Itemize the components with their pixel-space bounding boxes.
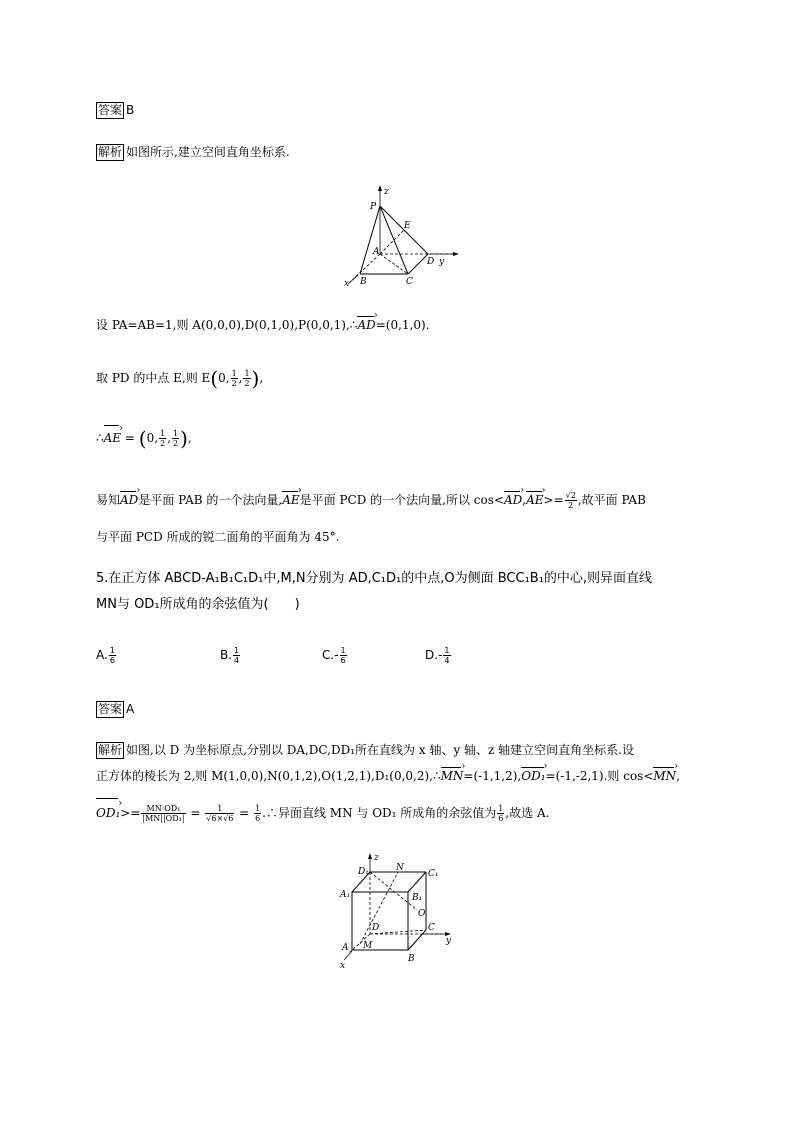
analysis-1-line5: [96, 528, 339, 546]
label-D: D: [372, 923, 380, 933]
analysis-1-intro: [96, 143, 290, 161]
fraction-half: [243, 369, 250, 388]
fraction-one-sixth: [254, 804, 261, 823]
punctuation: ,: [259, 371, 264, 385]
label-y: y: [446, 936, 452, 946]
fraction-numerator: 1: [234, 646, 240, 655]
fraction-denominator: 6: [255, 814, 261, 823]
fraction-numerator: 1: [498, 804, 504, 813]
option-D[interactable]: [425, 646, 452, 665]
label-O: O: [418, 909, 426, 919]
label-A: A: [342, 943, 349, 953]
analysis-text: 取 PD 的中点 E,则 E: [96, 371, 211, 385]
analysis-text: =(-1,-2,1).则 cos<: [545, 769, 654, 783]
label-y: y: [439, 257, 445, 267]
analysis-text: .∴异面直线 MN 与 OD₁ 所成角的余弦值为: [262, 806, 497, 820]
vector-AD: AD ›: [357, 316, 375, 334]
fraction-numerator: MN·OD₁: [141, 804, 185, 814]
analysis-1-line3: ∴AE › = (0, $\frac{1}{2}$ , $\frac{1}{2}$ ),: [96, 425, 192, 451]
fraction-denominator: 4: [234, 656, 240, 665]
analysis-text: >=: [120, 806, 141, 820]
analysis-2-line2: [96, 767, 680, 785]
fraction-denominator: 6: [498, 814, 504, 823]
label-x: x: [340, 961, 346, 971]
therefore-symbol: ∴: [96, 431, 104, 445]
option-fraction: [443, 646, 450, 665]
label-M: M: [363, 941, 373, 951]
fraction-half: [159, 429, 166, 448]
analysis-intro-text: 如图所示,建立空间直角坐标系.: [126, 145, 290, 159]
answer-value: A: [126, 702, 135, 716]
label-z: z: [384, 187, 389, 197]
vector-AE: AE ›: [526, 491, 543, 509]
option-sign: -: [334, 648, 339, 662]
vector-AD: AD ›: [504, 491, 522, 509]
option-letter: B.: [220, 648, 233, 662]
fraction-denominator: 4: [444, 656, 450, 665]
fraction-numerator: 1: [172, 429, 179, 438]
fraction-numerator: 1: [205, 804, 234, 814]
label-P: P: [370, 202, 377, 212]
fraction-numerator: 1: [231, 369, 237, 378]
analysis-2-line1: [96, 741, 634, 759]
analysis-text: 设 PA=AB=1,则 A(0,0,0),D(0,1,0),P(0,0,1),∴: [96, 318, 358, 332]
fraction-denominator: 2: [231, 379, 237, 388]
fraction-one-sixth: [497, 804, 504, 823]
label-B: B: [360, 277, 367, 287]
fraction-numerator: 1: [255, 804, 261, 813]
analysis-text: =(0,1,0).: [375, 318, 430, 332]
analysis-text: ,: [676, 769, 681, 783]
fraction-numerator: 1: [340, 646, 346, 655]
label-A1: A₁: [340, 890, 351, 900]
label-z: z: [374, 853, 379, 863]
vector-OD1: OD₁ ›: [521, 767, 545, 785]
vector-AE: AE ›: [282, 491, 299, 509]
answer-tag: 答案: [98, 103, 123, 117]
analysis-tag: 解析: [98, 743, 123, 757]
option-letter: A.: [96, 648, 108, 662]
analysis-2-line3: [96, 798, 550, 828]
option-letter: C.: [322, 648, 335, 662]
analysis-tag: 解析: [98, 145, 123, 159]
analysis-1-line2: 取 PD 的中点 E,则 E(0, $\frac{1}{2}$ , $\frac{1}{2}$ ),: [96, 366, 264, 391]
question-5-line1: [96, 570, 652, 588]
fraction-denominator: 6: [340, 656, 346, 665]
fraction-denominator: 6: [109, 656, 115, 665]
fraction-denominator: 2: [568, 501, 574, 510]
equals-sign: =: [239, 806, 250, 820]
option-C[interactable]: [322, 646, 348, 665]
question-5-line2: [96, 596, 300, 614]
label-D1: D₁: [358, 867, 369, 877]
label-D: D: [427, 257, 435, 267]
fraction-numerator: 1: [444, 646, 450, 655]
label-B1: B₁: [412, 893, 423, 903]
option-A[interactable]: [96, 646, 117, 665]
fraction-numerator: 1: [244, 369, 250, 378]
question-text: 5.在正方体 ABCD-A₁B₁C₁D₁中,M,N分别为 AD,C₁D₁的中点,O为侧面 BCC₁B₁的中心,则异面直线: [96, 571, 653, 586]
fraction-dot-product: [141, 804, 185, 823]
answer-2: [96, 700, 134, 718]
coordinate-text: 0,: [218, 371, 230, 385]
vector-OD1: OD₁ ›: [96, 798, 120, 828]
fraction-numerator: 1: [160, 429, 166, 438]
analysis-text: >=: [543, 493, 564, 507]
fraction-numerator: √2: [565, 491, 576, 500]
fraction-denominator: √6×√6: [206, 814, 234, 823]
fraction-half: [231, 369, 238, 388]
fraction-sqrt6: [205, 804, 234, 823]
option-fraction: [340, 646, 347, 665]
equals-sign: =: [190, 806, 201, 820]
analysis-text: ,故选 A.: [505, 806, 550, 820]
label-x: x: [344, 279, 350, 289]
vector-AD: AD ›: [120, 491, 138, 509]
question-text: MN与 OD₁所成角的余弦值为( ): [96, 597, 300, 612]
answer-value: B: [126, 103, 135, 117]
label-B: B: [408, 954, 415, 964]
analysis-text: 正方体的棱长为 2,则 M(1,0,0),N(0,1,2),O(1,2,1),D₁(0,0,2),∴: [96, 769, 441, 783]
label-N: N: [396, 863, 404, 873]
label-E: E: [404, 221, 411, 231]
fraction-denominator: 2: [160, 439, 166, 448]
label-C1: C₁: [428, 869, 439, 879]
fraction-denominator: 2: [172, 439, 179, 448]
label-A: A: [373, 247, 380, 257]
fraction-denominator: |MN||OD₁|: [142, 814, 185, 823]
option-B[interactable]: [220, 646, 241, 665]
analysis-text: 与平面 PCD 所成的锐二面角的平面角为 45°.: [96, 530, 340, 544]
fraction-numerator: 1: [109, 646, 115, 655]
analysis-text: 是平面 PCD 的一个法向量,所以 cos<: [299, 493, 504, 507]
vector-MN: MN ›: [653, 767, 676, 785]
analysis-text: 如图,以 D 为坐标原点,分别以 DA,DC,DD₁所在直线为 x 轴、y 轴、z 轴建立空间直角坐标系.设: [126, 743, 634, 757]
figure-cube: [338, 850, 468, 972]
vector-MN: MN ›: [441, 767, 464, 785]
figure-pyramid: [336, 182, 466, 292]
fraction-sqrt2-over-2: [565, 491, 577, 510]
analysis-text: =(-1,1,2),: [463, 769, 522, 783]
fraction-half: [172, 429, 179, 448]
option-sign: -: [438, 648, 443, 662]
analysis-text: ,故平面 PAB: [577, 493, 646, 507]
answer-tag: 答案: [98, 702, 123, 716]
coordinate-text: 0,: [146, 431, 159, 445]
option-letter: D.: [425, 648, 439, 662]
option-fraction: [109, 646, 116, 665]
option-fraction: [233, 646, 240, 665]
equals-sign: =: [124, 431, 135, 445]
answer-1: [96, 101, 134, 119]
analysis-1-line1: [96, 316, 430, 334]
vector-AE: AE ›: [104, 425, 121, 451]
analysis-text: 易知: [96, 493, 121, 507]
analysis-text: 是平面 PAB 的一个法向量,: [138, 493, 283, 507]
analysis-1-line4: 易知AD ›是平面 PAB 的一个法向量,AE ›是平面 PCD 的一个法向量,所以 cos<AD ›,AE ›>= $\frac{√2}{2}$ ,故平面 PAB: [96, 491, 646, 510]
fraction-denominator: 2: [244, 379, 250, 388]
punctuation: ,: [187, 431, 192, 445]
label-C: C: [406, 277, 413, 287]
label-C: C: [428, 923, 435, 933]
